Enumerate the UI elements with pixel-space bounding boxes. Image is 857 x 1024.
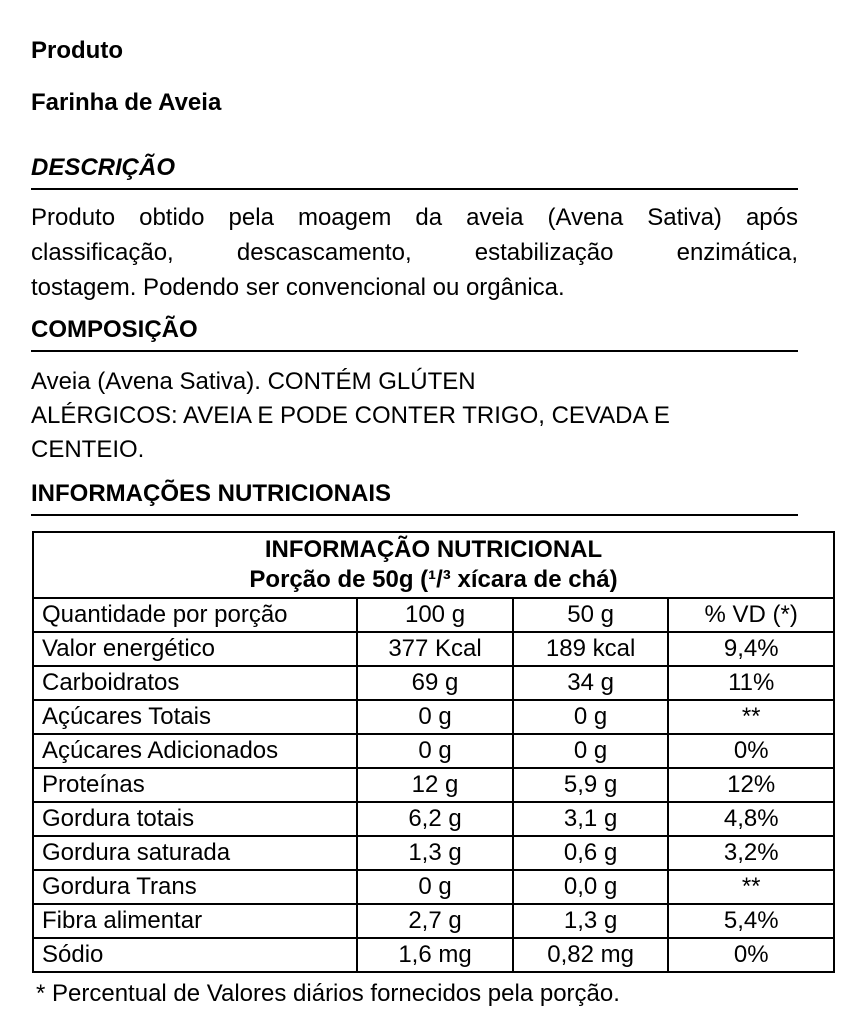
table-row [33, 938, 834, 972]
informacoes-heading: INFORMAÇÕES NUTRICIONAIS [31, 480, 798, 516]
nutrient-value-cell: 0,82 mg [513, 938, 669, 972]
produto-heading: Produto [31, 37, 123, 64]
nutrient-value-cell: 0 g [357, 870, 513, 904]
nutrient-value-cell: 0 g [357, 700, 513, 734]
composicao-line: CENTEIO. [31, 436, 145, 463]
nutrient-value-cell: 3,2% [668, 836, 834, 870]
descricao-line: Produto obtido pela moagem da aveia (Avena Sativa) após [31, 204, 798, 231]
composicao-heading: COMPOSIÇÃO [31, 316, 798, 352]
table-row [33, 666, 834, 700]
composicao-text [31, 365, 798, 467]
nutrient-value-cell: 12 g [357, 768, 513, 802]
nutrient-value-cell: 5,4% [668, 904, 834, 938]
table-row [33, 904, 834, 938]
descricao-heading: DESCRIÇÃO [31, 154, 798, 190]
nutrient-value-cell: 1,3 g [357, 836, 513, 870]
nutrient-value-cell: 1,3 g [513, 904, 669, 938]
header-cell: Quantidade por porção [33, 598, 357, 632]
table-subtitle: Porção de 50g (¹/³ xícara de chá) [249, 566, 618, 593]
nutrient-name-cell: Gordura totais [33, 802, 357, 836]
descricao-line: classificação, descascamento, estabilização enzimática, [31, 239, 798, 266]
nutrient-name-cell: Gordura saturada [33, 836, 357, 870]
nutrient-name-cell: Sódio [33, 938, 357, 972]
composicao-line: ALÉRGICOS: AVEIA E PODE CONTER TRIGO, CEVADA E [31, 402, 670, 429]
nutrient-value-cell: ** [668, 870, 834, 904]
nutrient-value-cell: 0% [668, 734, 834, 768]
nutrient-name-cell: Fibra alimentar [33, 904, 357, 938]
table-row [33, 836, 834, 870]
nutrient-name-cell: Açúcares Totais [33, 700, 357, 734]
header-cell: 100 g [357, 598, 513, 632]
table-row [33, 734, 834, 768]
header-cell: 50 g [513, 598, 669, 632]
table-row [33, 802, 834, 836]
nutrient-value-cell: 1,6 mg [357, 938, 513, 972]
nutrient-value-cell: ** [668, 700, 834, 734]
nutrient-value-cell: 6,2 g [357, 802, 513, 836]
nutrient-value-cell: 34 g [513, 666, 669, 700]
table-header-row [33, 598, 834, 632]
descricao-text [31, 200, 798, 305]
header-cell: % VD (*) [668, 598, 834, 632]
composicao-line: Aveia (Avena Sativa). CONTÉM GLÚTEN [31, 368, 476, 395]
nutrient-value-cell: 0 g [513, 734, 669, 768]
nutrient-value-cell: 0,6 g [513, 836, 669, 870]
product-name: Farinha de Aveia [31, 89, 222, 116]
nutrient-name-cell: Carboidratos [33, 666, 357, 700]
nutrient-value-cell: 9,4% [668, 632, 834, 666]
nutrient-value-cell: 0,0 g [513, 870, 669, 904]
nutrient-name-cell: Proteínas [33, 768, 357, 802]
nutrient-value-cell: 4,8% [668, 802, 834, 836]
table-title-text: INFORMAÇÃO NUTRICIONAL [264, 536, 603, 563]
nutrient-value-cell: 12% [668, 768, 834, 802]
nutrient-name-cell: Gordura Trans [33, 870, 357, 904]
table-title-row [33, 532, 834, 598]
nutrient-value-cell: 0 g [513, 700, 669, 734]
table-body [33, 632, 834, 972]
nutrient-value-cell: 0% [668, 938, 834, 972]
table-row [33, 870, 834, 904]
table-row [33, 700, 834, 734]
nutrient-value-cell: 5,9 g [513, 768, 669, 802]
nutrient-value-cell: 377 Kcal [357, 632, 513, 666]
nutrient-name-cell: Valor energético [33, 632, 357, 666]
nutrient-value-cell: 0 g [357, 734, 513, 768]
table-row [33, 632, 834, 666]
footnote: * Percentual de Valores diários fornecidos pela porção. [36, 980, 620, 1007]
nutrient-value-cell: 11% [668, 666, 834, 700]
table-title [33, 532, 834, 598]
nutrition-table [32, 531, 835, 973]
nutrient-value-cell: 3,1 g [513, 802, 669, 836]
table-row [33, 768, 834, 802]
nutrient-value-cell: 189 kcal [513, 632, 669, 666]
nutrient-value-cell: 69 g [357, 666, 513, 700]
descricao-line: tostagem. Podendo ser convencional ou orgânica. [31, 274, 565, 301]
nutrient-value-cell: 2,7 g [357, 904, 513, 938]
nutrient-name-cell: Açúcares Adicionados [33, 734, 357, 768]
